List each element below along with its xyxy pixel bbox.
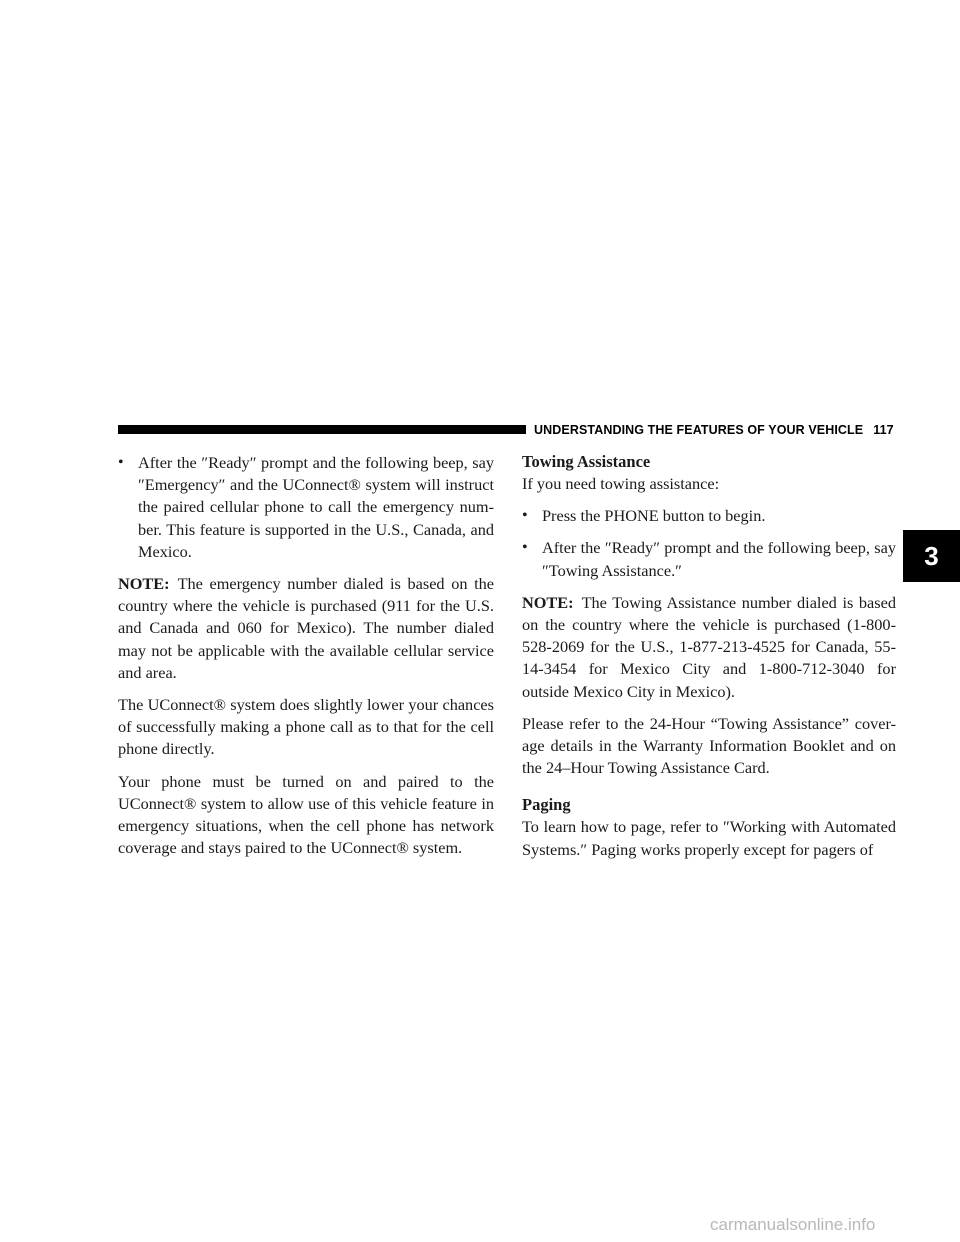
emergency-bullet-text: After the ″Ready″ prompt and the following beep, say ″Emergency″ and the UConnect® system will instruct the paired cellular phone to call the emergency num-ber. This feature is supported in the U.S., Canada, and Mexico. (138, 453, 494, 561)
paging-paragraph: To learn how to page, refer to ″Working with Automated Systems.″ Paging works properly except for pagers of (522, 817, 896, 859)
paging-heading: Paging (522, 795, 571, 815)
phone-button-bullet-text: Press the PHONE button to begin. (542, 506, 766, 526)
header-title: UNDERSTANDING THE FEATURES OF YOUR VEHICLE (534, 423, 864, 437)
note-text: The Towing Assistance number dialed is based on the country where the vehicle is purchased (1-800-528-2069 for the U.S., 1-877-213-4525 for Canada, 55-14-3454 for Mexico City and 1-800-712-3040 for outside Mexico City in Mexico). (522, 592, 896, 701)
watermark: carmanualsonline.info (710, 1215, 876, 1234)
note-label: NOTE: (118, 574, 170, 594)
uconnect-chance-paragraph: The UConnect® system does slightly lower your chances of successfully making a phone call as to that for the cell phone directly. (118, 695, 494, 759)
page-number: 117 (873, 423, 894, 437)
bullet-icon: • (118, 454, 124, 471)
towing-note (522, 592, 896, 703)
list-item (118, 452, 494, 563)
bullet-icon: • (522, 507, 528, 525)
towing-intro: If you need towing assistance: (522, 474, 720, 493)
towing-bullet-text: After the ″Ready″ prompt and the following beep, say ″Towing Assistance.″ (542, 538, 896, 580)
list-item (522, 505, 896, 527)
emergency-note (118, 573, 494, 684)
right-column (522, 452, 896, 871)
header-rule-bar (118, 425, 526, 434)
refer-paragraph: Please refer to the 24-Hour “Towing Assistance” cover-age details in the Warranty Information Booklet and on the 24–Hour Towing Assistance Card. (522, 713, 896, 778)
left-column (118, 452, 494, 869)
running-header (534, 423, 914, 437)
phone-paired-paragraph: Your phone must be turned on and paired to the UConnect® system to allow use of this vehicle feature in emergency situations, when the cell phone has network coverage and stays paired to the UConnect® system. (118, 771, 494, 858)
note-text: The emergency number dialed is based on the country where the vehicle is purchased (911 for the U.S. and Canada and 060 for Mexico). The number dialed may not be applicable with the available cellular service and area. (118, 574, 494, 682)
note-label: NOTE: (522, 592, 574, 612)
bullet-icon: • (522, 539, 528, 557)
towing-assistance-heading: Towing Assistance (522, 452, 651, 471)
chapter-tab: 3 (903, 530, 960, 582)
list-item (522, 537, 896, 581)
